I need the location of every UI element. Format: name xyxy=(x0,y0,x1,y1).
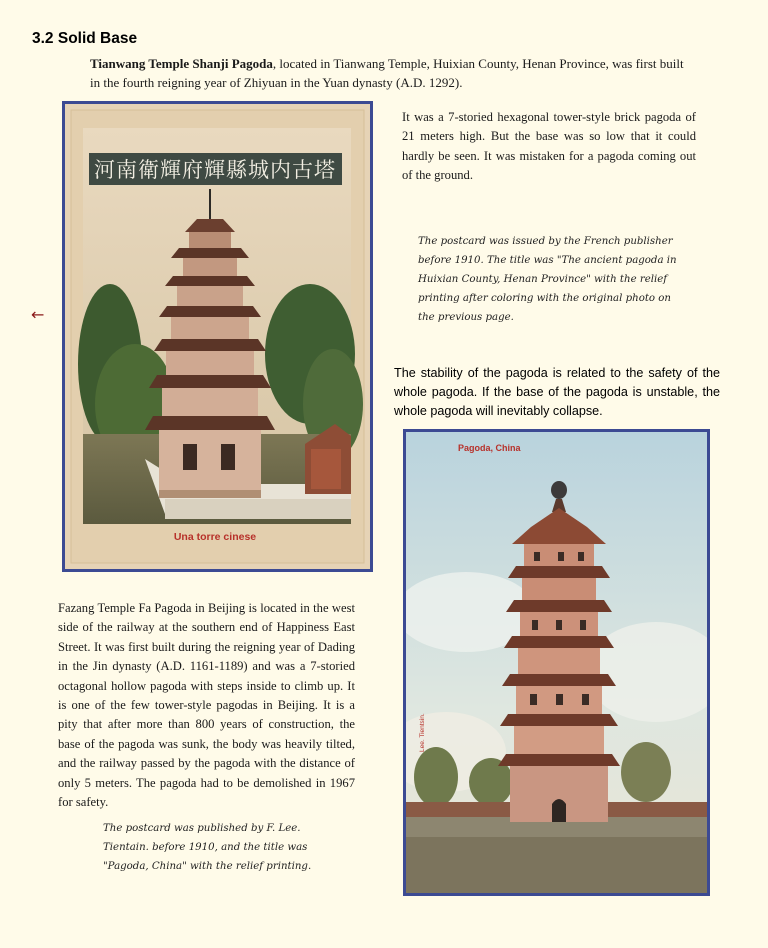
postcard-banner-text: 河南衛輝府輝縣城内古塔 xyxy=(94,158,336,182)
back-arrow-icon[interactable]: ← xyxy=(31,305,45,324)
postcard-caption-text: Una torre cinese xyxy=(173,531,257,543)
caption-postcard-1: The postcard was issued by the French publisher before 1910. The title was "The ancient pagoda in Huixian County, Henan Province" with the relief printing after coloring with the original photo on the previous page. xyxy=(418,236,677,323)
stability-paragraph: The stability of the pagoda is related to the safety of the whole pagoda. If the base of the pagoda is unstable, the whole pagoda will inevitably collapse. xyxy=(394,366,720,418)
postcard-fazang-pagoda xyxy=(403,429,710,896)
postcard-publisher-text: Lee. Tientsin. xyxy=(419,713,426,752)
description-fazang-pagoda: Fazang Temple Fa Pagoda in Beijing is located in the west side of the railway at the southern end of Happiness East Street. It was first built during the reigning year of Dading in the Jin dynasty (A.D. 1161-1189) and was a 7-storied octagonal hollow pagoda with steps inside to climb up. It is one of the few tower-style pagodas in Beijing. It is a pity that after more than 800 years of construction, the base of the pagoda was sunk, the body was heavily tilted, and the railway passed by the pagoda with the distance of only 5 meters. The pagoda had to be demolished in 1967 for safety. xyxy=(58,601,355,810)
postcard-title-text: Pagoda, China xyxy=(458,443,521,453)
intro-paragraph xyxy=(90,54,690,92)
postcard-huixian-pagoda xyxy=(62,101,373,572)
description-shanji-pagoda: It was a 7-storied hexagonal tower-style brick pagoda of 21 meters high. But the base was so low that it could hardly be seen. It was mistaken for a pagoda coming out of the ground. xyxy=(402,110,696,183)
intro-text: , located in Tianwang Temple, Huixian County, Henan Province, was first built in the fourth reigning year of Zhiyuan in the Yuan dynasty (A.D. 1292). xyxy=(90,56,684,90)
postcard-fazang-image xyxy=(406,432,707,893)
caption-postcard-2: The postcard was published by F. Lee. Tientain. before 1910, and the title was "Pagoda, China" with the relief printing. xyxy=(103,823,312,872)
intro-title: Tianwang Temple Shanji Pagoda xyxy=(90,56,273,71)
postcard-huixian-image xyxy=(65,104,370,569)
section-heading: 3.2 Solid Base xyxy=(32,30,138,47)
